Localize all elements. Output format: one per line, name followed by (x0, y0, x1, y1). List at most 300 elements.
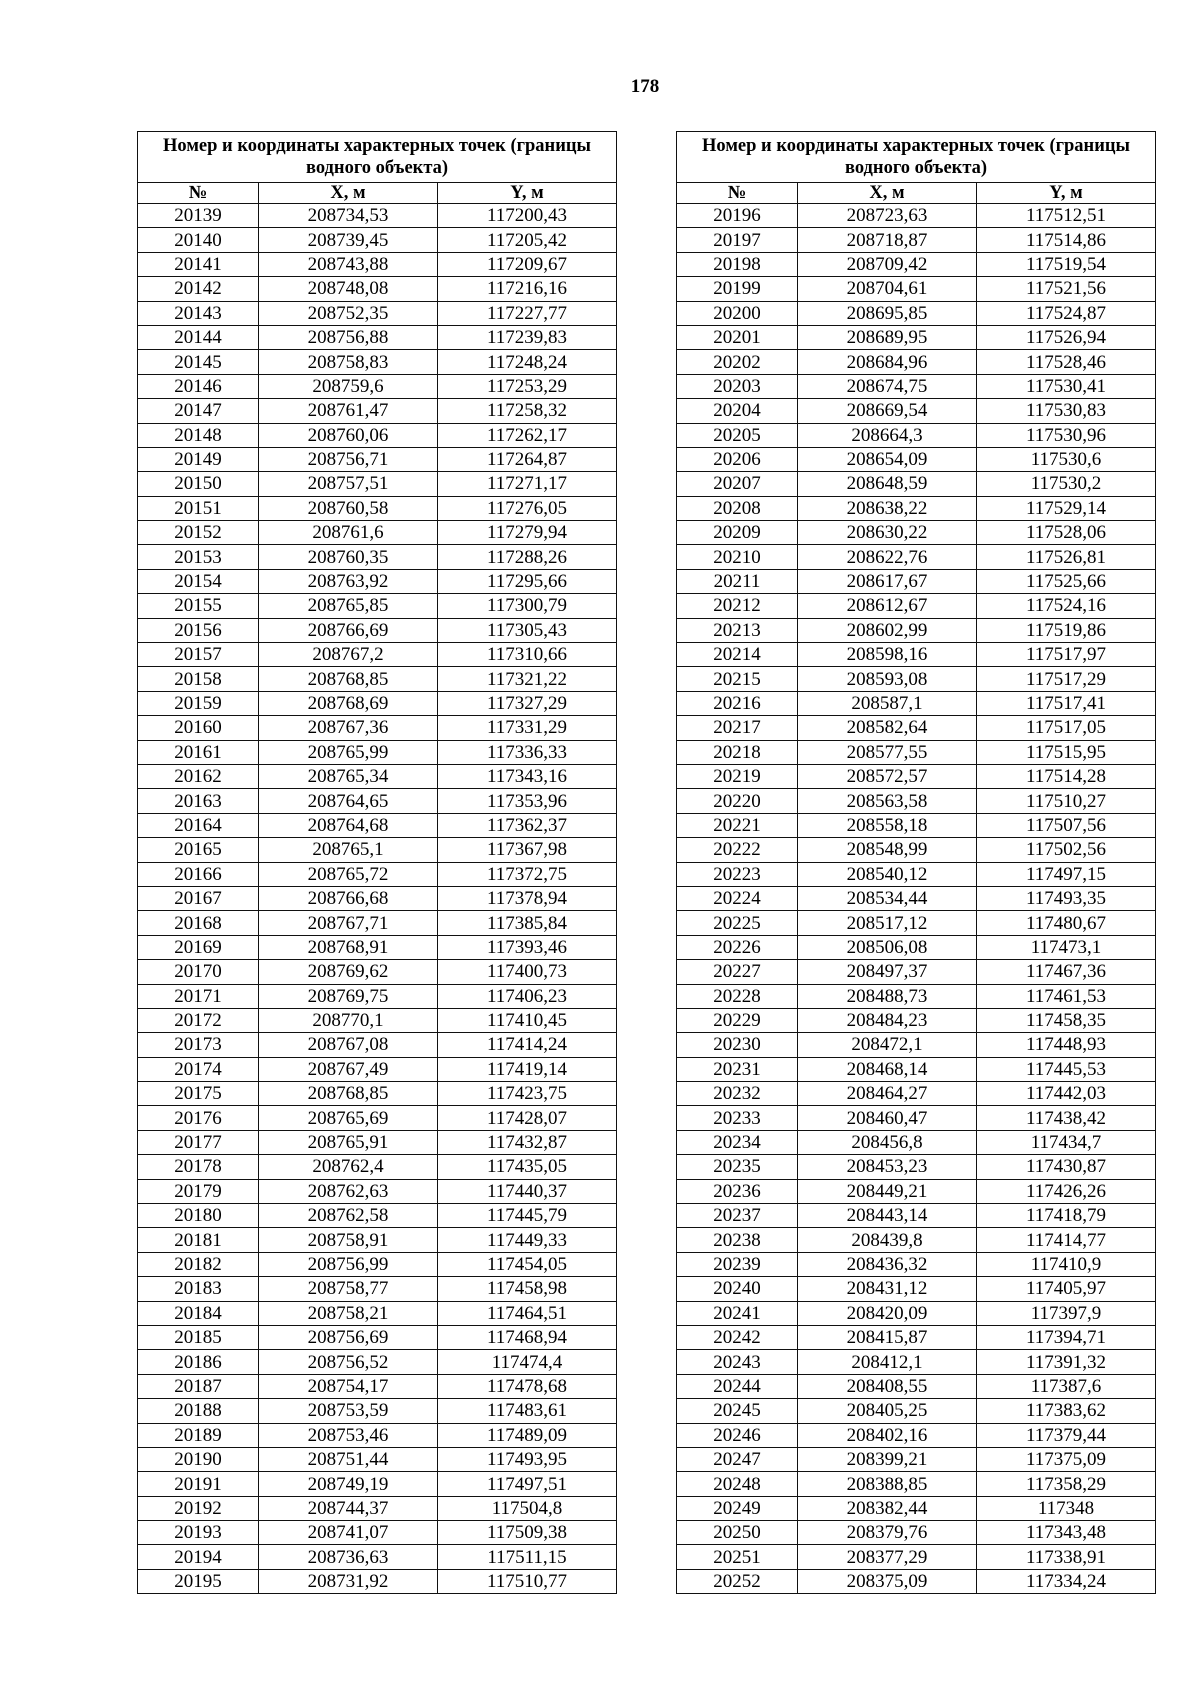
x-coordinate-cell: 208540,12 (798, 862, 977, 886)
y-coordinate-cell: 117493,35 (977, 886, 1156, 910)
table-row (138, 1545, 617, 1569)
x-coordinate-cell: 208598,16 (798, 643, 977, 667)
point-number-cell: 20251 (677, 1545, 798, 1569)
point-number-cell: 20211 (677, 569, 798, 593)
table-title: Номер и координаты характерных точек (границы водного объекта) (138, 132, 617, 183)
x-coordinate-cell: 208388,85 (798, 1472, 977, 1496)
point-number-cell: 20216 (677, 691, 798, 715)
x-coordinate-cell: 208767,08 (259, 1033, 438, 1057)
table-row (138, 716, 617, 740)
x-coordinate-cell: 208402,16 (798, 1423, 977, 1447)
table-row (677, 813, 1156, 837)
point-number-cell: 20243 (677, 1350, 798, 1374)
table-row (138, 618, 617, 642)
table-row (677, 521, 1156, 545)
table-row (677, 228, 1156, 252)
x-coordinate-cell: 208767,49 (259, 1057, 438, 1081)
coordinates-table-right (676, 131, 1156, 1594)
table-row (677, 886, 1156, 910)
table-title: Номер и координаты характерных точек (границы водного объекта) (677, 132, 1156, 183)
y-coordinate-cell: 117358,29 (977, 1472, 1156, 1496)
x-coordinate-cell: 208770,1 (259, 1008, 438, 1032)
point-number-cell: 20146 (138, 374, 259, 398)
table-row (138, 789, 617, 813)
table-row (677, 594, 1156, 618)
point-number-cell: 20143 (138, 301, 259, 325)
table-row (677, 1033, 1156, 1057)
x-coordinate-cell: 208762,4 (259, 1155, 438, 1179)
y-coordinate-cell: 117258,32 (438, 399, 617, 423)
point-number-cell: 20174 (138, 1057, 259, 1081)
table-row (677, 1472, 1156, 1496)
point-number-cell: 20203 (677, 374, 798, 398)
point-number-cell: 20179 (138, 1179, 259, 1203)
y-coordinate-cell: 117253,29 (438, 374, 617, 398)
x-coordinate-cell: 208695,85 (798, 301, 977, 325)
y-coordinate-cell: 117435,05 (438, 1155, 617, 1179)
y-coordinate-cell: 117458,98 (438, 1277, 617, 1301)
x-coordinate-cell: 208684,96 (798, 350, 977, 374)
y-coordinate-cell: 117497,15 (977, 862, 1156, 886)
y-coordinate-cell: 117497,51 (438, 1472, 617, 1496)
x-coordinate-cell: 208765,69 (259, 1106, 438, 1130)
column-header-number: № (138, 183, 259, 204)
y-coordinate-cell: 117414,24 (438, 1033, 617, 1057)
x-coordinate-cell: 208758,77 (259, 1277, 438, 1301)
y-coordinate-cell: 117489,09 (438, 1423, 617, 1447)
point-number-cell: 20245 (677, 1399, 798, 1423)
y-coordinate-cell: 117248,24 (438, 350, 617, 374)
table-row (677, 1399, 1156, 1423)
point-number-cell: 20192 (138, 1496, 259, 1520)
x-coordinate-cell: 208734,53 (259, 204, 438, 228)
x-coordinate-cell: 208436,32 (798, 1252, 977, 1276)
y-coordinate-cell: 117517,41 (977, 691, 1156, 715)
table-row (138, 740, 617, 764)
point-number-cell: 20152 (138, 521, 259, 545)
x-coordinate-cell: 208764,65 (259, 789, 438, 813)
x-coordinate-cell: 208767,71 (259, 911, 438, 935)
point-number-cell: 20227 (677, 960, 798, 984)
table-row (677, 764, 1156, 788)
x-coordinate-cell: 208617,67 (798, 569, 977, 593)
x-coordinate-cell: 208443,14 (798, 1204, 977, 1228)
x-coordinate-cell: 208602,99 (798, 618, 977, 642)
point-number-cell: 20242 (677, 1325, 798, 1349)
y-coordinate-cell: 117305,43 (438, 618, 617, 642)
y-coordinate-cell: 117530,6 (977, 447, 1156, 471)
x-coordinate-cell: 208472,1 (798, 1033, 977, 1057)
table-row (138, 960, 617, 984)
point-number-cell: 20181 (138, 1228, 259, 1252)
y-coordinate-cell: 117418,79 (977, 1204, 1156, 1228)
point-number-cell: 20210 (677, 545, 798, 569)
point-number-cell: 20160 (138, 716, 259, 740)
table-row (677, 691, 1156, 715)
point-number-cell: 20200 (677, 301, 798, 325)
y-coordinate-cell: 117378,94 (438, 886, 617, 910)
table-row (677, 1374, 1156, 1398)
point-number-cell: 20164 (138, 813, 259, 837)
point-number-cell: 20212 (677, 594, 798, 618)
y-coordinate-cell: 117517,29 (977, 667, 1156, 691)
x-coordinate-cell: 208762,63 (259, 1179, 438, 1203)
x-coordinate-cell: 208638,22 (798, 496, 977, 520)
y-coordinate-cell: 117510,27 (977, 789, 1156, 813)
y-coordinate-cell: 117502,56 (977, 838, 1156, 862)
point-number-cell: 20186 (138, 1350, 259, 1374)
point-number-cell: 20196 (677, 204, 798, 228)
table-row (677, 1496, 1156, 1520)
x-coordinate-cell: 208669,54 (798, 399, 977, 423)
x-coordinate-cell: 208464,27 (798, 1082, 977, 1106)
table-row (138, 472, 617, 496)
x-coordinate-cell: 208768,69 (259, 691, 438, 715)
y-coordinate-cell: 117331,29 (438, 716, 617, 740)
x-coordinate-cell: 208768,91 (259, 935, 438, 959)
table-row (138, 813, 617, 837)
x-coordinate-cell: 208756,52 (259, 1350, 438, 1374)
x-coordinate-cell: 208766,69 (259, 618, 438, 642)
y-coordinate-cell: 117410,9 (977, 1252, 1156, 1276)
point-number-cell: 20188 (138, 1399, 259, 1423)
y-coordinate-cell: 117375,09 (977, 1447, 1156, 1471)
table-row (677, 935, 1156, 959)
x-coordinate-cell: 208744,37 (259, 1496, 438, 1520)
point-number-cell: 20228 (677, 984, 798, 1008)
point-number-cell: 20239 (677, 1252, 798, 1276)
table-row (138, 1057, 617, 1081)
y-coordinate-cell: 117438,42 (977, 1106, 1156, 1130)
point-number-cell: 20170 (138, 960, 259, 984)
point-number-cell: 20236 (677, 1179, 798, 1203)
point-number-cell: 20173 (138, 1033, 259, 1057)
column-header-x: X, м (798, 183, 977, 204)
point-number-cell: 20180 (138, 1204, 259, 1228)
table-row (677, 1204, 1156, 1228)
x-coordinate-cell: 208375,09 (798, 1569, 977, 1593)
table-row (677, 252, 1156, 276)
table-row (677, 1569, 1156, 1593)
y-coordinate-cell: 117279,94 (438, 521, 617, 545)
table-row (138, 1569, 617, 1593)
table-row (138, 350, 617, 374)
x-coordinate-cell: 208765,85 (259, 594, 438, 618)
x-coordinate-cell: 208412,1 (798, 1350, 977, 1374)
y-coordinate-cell: 117405,97 (977, 1277, 1156, 1301)
point-number-cell: 20209 (677, 521, 798, 545)
x-coordinate-cell: 208756,88 (259, 325, 438, 349)
x-coordinate-cell: 208449,21 (798, 1179, 977, 1203)
table-row (138, 325, 617, 349)
table-row (138, 764, 617, 788)
y-coordinate-cell: 117519,54 (977, 252, 1156, 276)
column-header-number: № (677, 183, 798, 204)
table-row (138, 301, 617, 325)
point-number-cell: 20195 (138, 1569, 259, 1593)
point-number-cell: 20197 (677, 228, 798, 252)
y-coordinate-cell: 117530,96 (977, 423, 1156, 447)
table-row (677, 277, 1156, 301)
table-row (138, 911, 617, 935)
point-number-cell: 20145 (138, 350, 259, 374)
point-number-cell: 20175 (138, 1082, 259, 1106)
point-number-cell: 20207 (677, 472, 798, 496)
x-coordinate-cell: 208587,1 (798, 691, 977, 715)
x-coordinate-cell: 208648,59 (798, 472, 977, 496)
x-coordinate-cell: 208420,09 (798, 1301, 977, 1325)
table-row (677, 1008, 1156, 1032)
x-coordinate-cell: 208563,58 (798, 789, 977, 813)
point-number-cell: 20226 (677, 935, 798, 959)
point-number-cell: 20201 (677, 325, 798, 349)
column-header-x: X, м (259, 183, 438, 204)
y-coordinate-cell: 117483,61 (438, 1399, 617, 1423)
y-coordinate-cell: 117529,14 (977, 496, 1156, 520)
table-row (138, 1423, 617, 1447)
y-coordinate-cell: 117440,37 (438, 1179, 617, 1203)
point-number-cell: 20158 (138, 667, 259, 691)
x-coordinate-cell: 208382,44 (798, 1496, 977, 1520)
point-number-cell: 20199 (677, 277, 798, 301)
table-row (138, 1252, 617, 1276)
x-coordinate-cell: 208758,91 (259, 1228, 438, 1252)
y-coordinate-cell: 117227,77 (438, 301, 617, 325)
table-row (677, 667, 1156, 691)
x-coordinate-cell: 208731,92 (259, 1569, 438, 1593)
point-number-cell: 20161 (138, 740, 259, 764)
table-row (677, 789, 1156, 813)
y-coordinate-cell: 117430,87 (977, 1155, 1156, 1179)
table-row (677, 984, 1156, 1008)
table-row (677, 1521, 1156, 1545)
y-coordinate-cell: 117526,94 (977, 325, 1156, 349)
x-coordinate-cell: 208506,08 (798, 935, 977, 959)
y-coordinate-cell: 117397,9 (977, 1301, 1156, 1325)
point-number-cell: 20156 (138, 618, 259, 642)
x-coordinate-cell: 208765,1 (259, 838, 438, 862)
x-coordinate-cell: 208453,23 (798, 1155, 977, 1179)
x-coordinate-cell: 208766,68 (259, 886, 438, 910)
point-number-cell: 20148 (138, 423, 259, 447)
y-coordinate-cell: 117467,36 (977, 960, 1156, 984)
point-number-cell: 20246 (677, 1423, 798, 1447)
point-number-cell: 20142 (138, 277, 259, 301)
table-row (138, 204, 617, 228)
point-number-cell: 20184 (138, 1301, 259, 1325)
point-number-cell: 20150 (138, 472, 259, 496)
table-row (677, 618, 1156, 642)
x-coordinate-cell: 208630,22 (798, 521, 977, 545)
point-number-cell: 20140 (138, 228, 259, 252)
point-number-cell: 20235 (677, 1155, 798, 1179)
table-row (677, 399, 1156, 423)
point-number-cell: 20249 (677, 1496, 798, 1520)
table-row (138, 1301, 617, 1325)
x-coordinate-cell: 208572,57 (798, 764, 977, 788)
table-row (677, 1545, 1156, 1569)
table-row (138, 984, 617, 1008)
y-coordinate-cell: 117458,35 (977, 1008, 1156, 1032)
table-body (677, 204, 1156, 1594)
x-coordinate-cell: 208484,23 (798, 1008, 977, 1032)
y-coordinate-cell: 117530,41 (977, 374, 1156, 398)
point-number-cell: 20147 (138, 399, 259, 423)
y-coordinate-cell: 117511,15 (438, 1545, 617, 1569)
point-number-cell: 20193 (138, 1521, 259, 1545)
y-coordinate-cell: 117295,66 (438, 569, 617, 593)
y-coordinate-cell: 117473,1 (977, 935, 1156, 959)
point-number-cell: 20233 (677, 1106, 798, 1130)
point-number-cell: 20202 (677, 350, 798, 374)
point-number-cell: 20217 (677, 716, 798, 740)
x-coordinate-cell: 208399,21 (798, 1447, 977, 1471)
x-coordinate-cell: 208767,2 (259, 643, 438, 667)
x-coordinate-cell: 208749,19 (259, 1472, 438, 1496)
point-number-cell: 20163 (138, 789, 259, 813)
table-row (138, 935, 617, 959)
table-row (677, 1252, 1156, 1276)
table-row (677, 862, 1156, 886)
y-coordinate-cell: 117448,93 (977, 1033, 1156, 1057)
point-number-cell: 20247 (677, 1447, 798, 1471)
point-number-cell: 20182 (138, 1252, 259, 1276)
point-number-cell: 20141 (138, 252, 259, 276)
x-coordinate-cell: 208762,58 (259, 1204, 438, 1228)
table-row (138, 228, 617, 252)
x-coordinate-cell: 208753,59 (259, 1399, 438, 1423)
table-row (138, 1350, 617, 1374)
table-row (138, 521, 617, 545)
x-coordinate-cell: 208753,46 (259, 1423, 438, 1447)
y-coordinate-cell: 117343,16 (438, 764, 617, 788)
point-number-cell: 20250 (677, 1521, 798, 1545)
x-coordinate-cell: 208548,99 (798, 838, 977, 862)
table-row (138, 1106, 617, 1130)
table-row (138, 1082, 617, 1106)
y-coordinate-cell: 117271,17 (438, 472, 617, 496)
point-number-cell: 20172 (138, 1008, 259, 1032)
y-coordinate-cell: 117288,26 (438, 545, 617, 569)
point-number-cell: 20169 (138, 935, 259, 959)
table-row (677, 301, 1156, 325)
y-coordinate-cell: 117336,33 (438, 740, 617, 764)
point-number-cell: 20214 (677, 643, 798, 667)
point-number-cell: 20183 (138, 1277, 259, 1301)
y-coordinate-cell: 117514,86 (977, 228, 1156, 252)
point-number-cell: 20238 (677, 1228, 798, 1252)
table-row (677, 1082, 1156, 1106)
table-row (677, 1350, 1156, 1374)
x-coordinate-cell: 208759,6 (259, 374, 438, 398)
y-coordinate-cell: 117464,51 (438, 1301, 617, 1325)
x-coordinate-cell: 208488,73 (798, 984, 977, 1008)
x-coordinate-cell: 208468,14 (798, 1057, 977, 1081)
y-coordinate-cell: 117348 (977, 1496, 1156, 1520)
y-coordinate-cell: 117400,73 (438, 960, 617, 984)
point-number-cell: 20234 (677, 1130, 798, 1154)
table-row (677, 545, 1156, 569)
x-coordinate-cell: 208760,06 (259, 423, 438, 447)
y-coordinate-cell: 117216,16 (438, 277, 617, 301)
point-number-cell: 20187 (138, 1374, 259, 1398)
point-number-cell: 20248 (677, 1472, 798, 1496)
table-row (677, 1325, 1156, 1349)
x-coordinate-cell: 208748,08 (259, 277, 438, 301)
y-coordinate-cell: 117525,66 (977, 569, 1156, 593)
point-number-cell: 20222 (677, 838, 798, 862)
table-row (138, 1155, 617, 1179)
point-number-cell: 20149 (138, 447, 259, 471)
table-row (677, 423, 1156, 447)
x-coordinate-cell: 208743,88 (259, 252, 438, 276)
x-coordinate-cell: 208431,12 (798, 1277, 977, 1301)
y-coordinate-cell: 117517,05 (977, 716, 1156, 740)
x-coordinate-cell: 208664,3 (798, 423, 977, 447)
x-coordinate-cell: 208756,69 (259, 1325, 438, 1349)
point-number-cell: 20165 (138, 838, 259, 862)
table-row (677, 1228, 1156, 1252)
x-coordinate-cell: 208736,63 (259, 1545, 438, 1569)
table-row (138, 1130, 617, 1154)
table-row (677, 1277, 1156, 1301)
x-coordinate-cell: 208405,25 (798, 1399, 977, 1423)
table-row (677, 716, 1156, 740)
x-coordinate-cell: 208415,87 (798, 1325, 977, 1349)
y-coordinate-cell: 117428,07 (438, 1106, 617, 1130)
x-coordinate-cell: 208760,58 (259, 496, 438, 520)
x-coordinate-cell: 208674,75 (798, 374, 977, 398)
point-number-cell: 20230 (677, 1033, 798, 1057)
y-coordinate-cell: 117504,8 (438, 1496, 617, 1520)
x-coordinate-cell: 208577,55 (798, 740, 977, 764)
column-header-y: Y, м (977, 183, 1156, 204)
x-coordinate-cell: 208408,55 (798, 1374, 977, 1398)
table-row (677, 643, 1156, 667)
y-coordinate-cell: 117468,94 (438, 1325, 617, 1349)
point-number-cell: 20205 (677, 423, 798, 447)
y-coordinate-cell: 117414,77 (977, 1228, 1156, 1252)
x-coordinate-cell: 208377,29 (798, 1545, 977, 1569)
point-number-cell: 20206 (677, 447, 798, 471)
x-coordinate-cell: 208497,37 (798, 960, 977, 984)
point-number-cell: 20151 (138, 496, 259, 520)
table-row (138, 838, 617, 862)
y-coordinate-cell: 117521,56 (977, 277, 1156, 301)
x-coordinate-cell: 208761,6 (259, 521, 438, 545)
table-row (677, 472, 1156, 496)
table-row (138, 423, 617, 447)
point-number-cell: 20154 (138, 569, 259, 593)
y-coordinate-cell: 117334,24 (977, 1569, 1156, 1593)
point-number-cell: 20240 (677, 1277, 798, 1301)
y-coordinate-cell: 117445,79 (438, 1204, 617, 1228)
y-coordinate-cell: 117393,46 (438, 935, 617, 959)
y-coordinate-cell: 117343,48 (977, 1521, 1156, 1545)
point-number-cell: 20220 (677, 789, 798, 813)
point-number-cell: 20225 (677, 911, 798, 935)
x-coordinate-cell: 208754,17 (259, 1374, 438, 1398)
x-coordinate-cell: 208439,8 (798, 1228, 977, 1252)
x-coordinate-cell: 208622,76 (798, 545, 977, 569)
table-row (138, 545, 617, 569)
x-coordinate-cell: 208767,36 (259, 716, 438, 740)
y-coordinate-cell: 117262,17 (438, 423, 617, 447)
y-coordinate-cell: 117432,87 (438, 1130, 617, 1154)
y-coordinate-cell: 117391,32 (977, 1350, 1156, 1374)
y-coordinate-cell: 117209,67 (438, 252, 617, 276)
table-row (677, 960, 1156, 984)
